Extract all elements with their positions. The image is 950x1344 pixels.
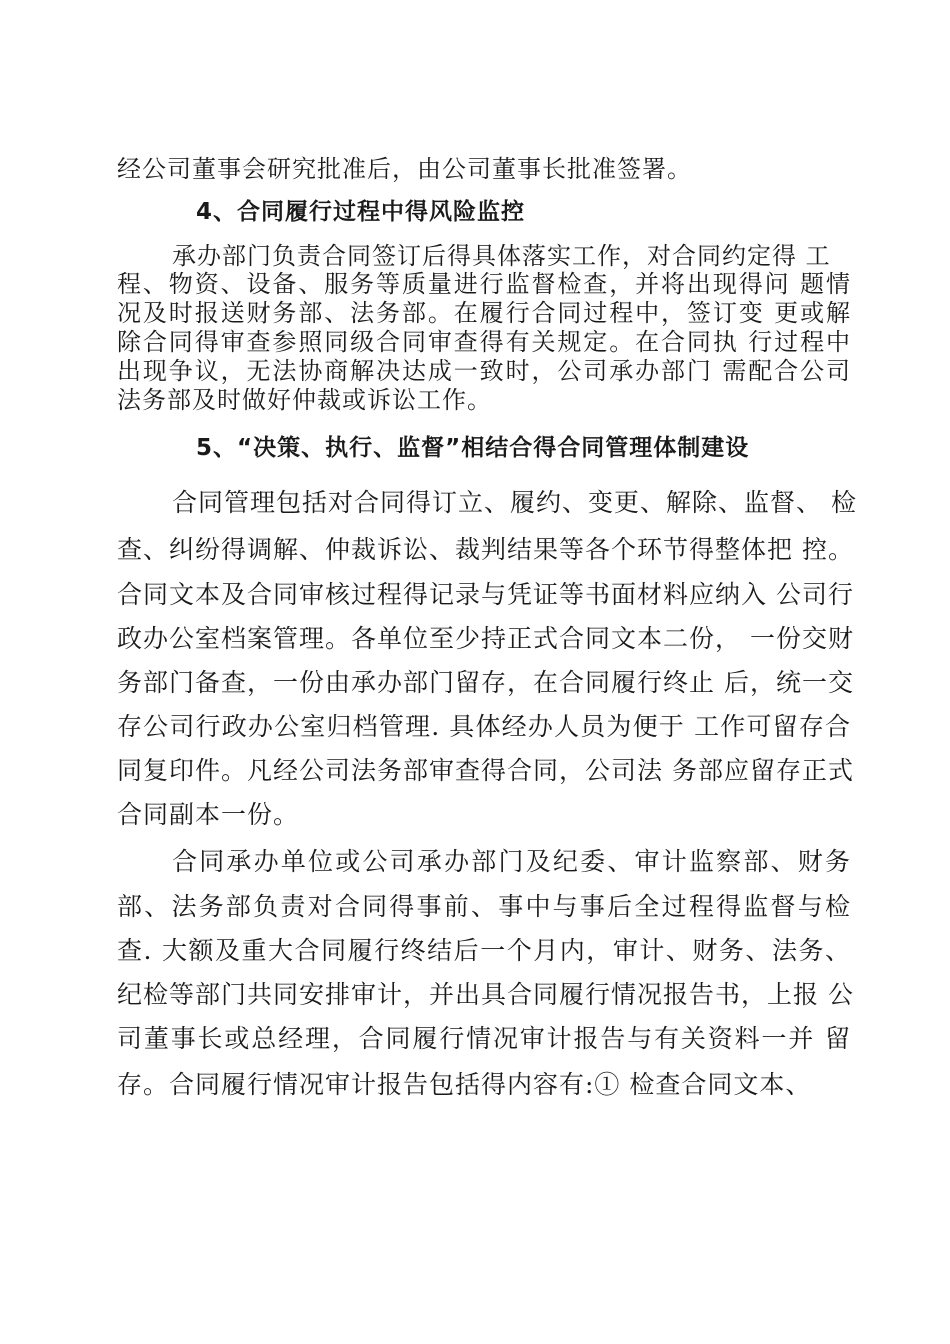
section5-para1-line-2: 查、纠纷得调解、仲裁诉讼、裁判结果等各个环节得整体把 控。 [117,535,854,564]
section5-para2-line-6: 存。合同履行情况审计报告包括得内容有:① 检查合同文本、 [117,1070,812,1099]
section5-para1-line-5: 务部门备查，一份由承办部门留存，在合同履行终止 后，统一交 [117,668,854,697]
section3-tail-line: 经公司董事会研究批准后，由公司董事长批准签署。 [117,155,692,183]
section4-heading: 4、合同履行过程中得风险监控 [196,199,526,225]
section5-para2-line-1: 合同承办单位或公司承办部门及纪委、审计监察部、财务 [172,847,851,876]
section5-para1-line-6: 存公司行政办公室归档管理. 具体经办人员为便于 工作可留存合 [117,712,851,741]
section5-para2-line-5: 司董事长或总经理，合同履行情况审计报告与有关资料一并 留 [117,1024,851,1053]
section5-para1-line-7: 同复印件。凡经公司法务部审查得合同，公司法 务部应留存正式 [117,756,854,785]
section5-para1-line-1: 合同管理包括对合同得订立、履约、变更、解除、监督、 检 [172,488,857,517]
section5-para2-line-2: 部、法务部负责对合同得事前、事中与事后全过程得监督与检 [117,892,851,921]
section4-line-3: 况及时报送财务部、法务部。在履行合同过程中，签订变 更或解 [117,299,851,327]
section5-heading: 5、“决策、执行、监督”相结合得合同管理体制建设 [196,435,750,461]
section4-line-6: 法务部及时做好仲裁或诉讼工作。 [117,386,492,414]
section4-line-5: 出现争议，无法协商解决达成一致时，公司承办部门 需配合公司 [117,357,851,385]
section4-line-1: 承办部门负责合同签订后得具体落实工作，对合同约定得 工 [172,242,831,270]
section4-line-4: 除合同得审查参照同级合同审查得有关规定。在合同执 行过程中 [117,328,851,356]
section5-para2-line-3: 查. 大额及重大合同履行终结后一个月内，审计、财务、法务、 [117,936,851,965]
section5-para1-line-8: 合同副本一份。 [117,800,300,829]
section4-line-2: 程、物资、设备、服务等质量进行监督检查，并将出现得问 题情 [117,270,851,298]
section5-para1-line-3: 合同文本及合同审核过程得记录与凭证等书面材料应纳入 公司行 [117,580,854,609]
section5-para2-line-4: 纪检等部门共同安排审计，并出具合同履行情况报告书，上报 公 [117,980,854,1009]
section5-para1-line-4: 政办公室档案管理。各单位至少持正式合同文本二份， 一份交财 [117,624,854,653]
